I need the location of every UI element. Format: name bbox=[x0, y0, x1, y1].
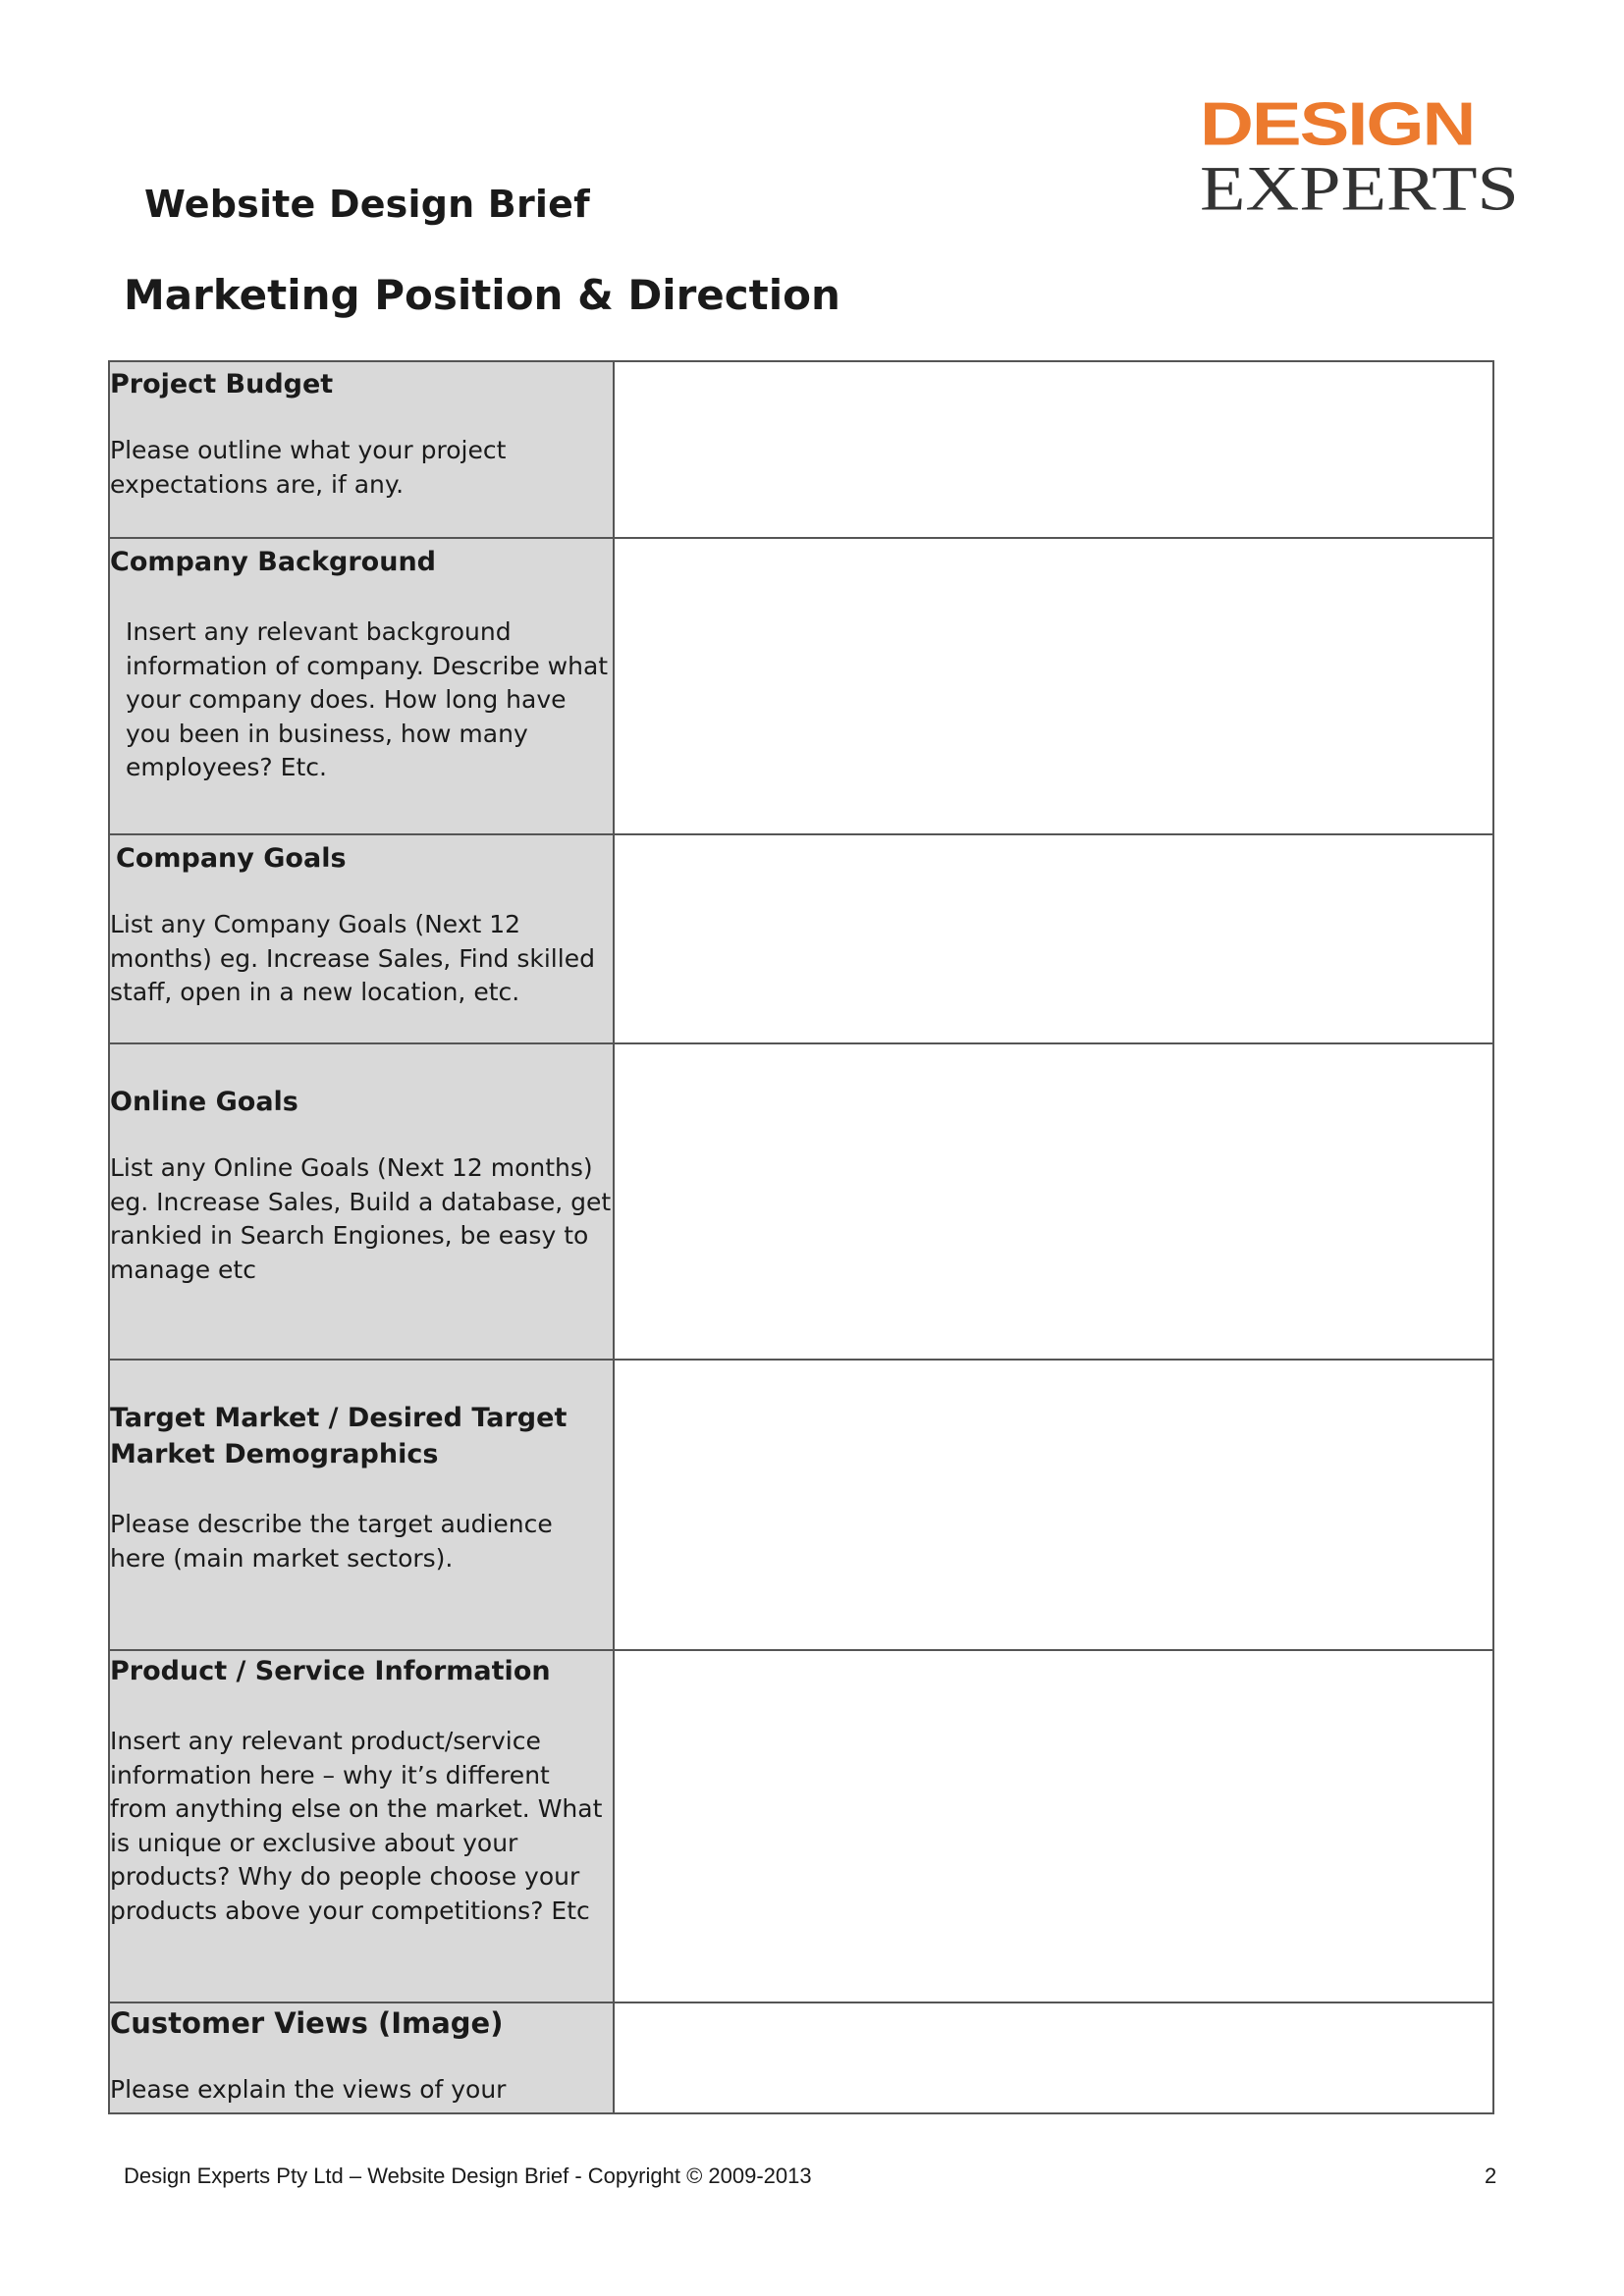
row-heading-target-market: Target Market / Desired Target Market Demographics bbox=[110, 1403, 568, 1469]
row-label-cell bbox=[109, 1650, 614, 2002]
section-title: Marketing Position & Direction bbox=[124, 271, 840, 319]
table-row bbox=[109, 538, 1493, 834]
row-heading-company-goals: Company Goals bbox=[116, 843, 347, 874]
row-heading-product-service: Product / Service Information bbox=[110, 1656, 551, 1686]
answer-field-online-goals[interactable] bbox=[614, 1043, 1493, 1360]
table-row bbox=[109, 2002, 1493, 2113]
row-heading-project-budget: Project Budget bbox=[110, 369, 334, 400]
row-heading-online-goals: Online Goals bbox=[110, 1087, 298, 1117]
table-row bbox=[109, 1650, 1493, 2002]
table-row bbox=[109, 834, 1493, 1043]
design-experts-logo bbox=[1200, 89, 1519, 232]
answer-field-company-background[interactable] bbox=[614, 538, 1493, 834]
page-number: 2 bbox=[1485, 2163, 1497, 2188]
row-description: List any Company Goals (Next 12 months) eg. Increase Sales, Find skilled staff, open in a new location, etc. bbox=[110, 910, 595, 1006]
row-label-cell bbox=[109, 361, 614, 538]
table-row bbox=[109, 1360, 1493, 1650]
row-description: Please explain the views of your bbox=[110, 2075, 507, 2104]
row-description: List any Online Goals (Next 12 months) eg. Increase Sales, Build a database, get rankied in Search Engiones, be easy to manage etc bbox=[110, 1153, 612, 1284]
logo-word-experts: EXPERTS bbox=[1200, 153, 1519, 224]
brief-form-table bbox=[108, 360, 1494, 2114]
row-description: Please describe the target audience here (main market sectors). bbox=[110, 1510, 553, 1573]
row-heading-customer-views: Customer Views (Image) bbox=[110, 2006, 504, 2040]
table-row bbox=[109, 361, 1493, 538]
row-label-cell bbox=[109, 2002, 614, 2113]
row-label-cell bbox=[109, 1043, 614, 1360]
row-label-cell bbox=[109, 1360, 614, 1650]
footer-copyright: Design Experts Pty Ltd – Website Design Brief - Copyright © 2009-2013 bbox=[124, 2163, 812, 2188]
row-description: Insert any relevant background information of company. Describe what your company does. How long have you been in business, how many employees? Etc. bbox=[126, 617, 609, 781]
row-label-cell bbox=[109, 538, 614, 834]
row-description: Please outline what your project expectations are, if any. bbox=[110, 436, 507, 499]
logo-word-design: DESIGN bbox=[1200, 89, 1475, 159]
answer-field-company-goals[interactable] bbox=[614, 834, 1493, 1043]
row-heading-company-background: Company Background bbox=[110, 547, 436, 577]
answer-field-target-market[interactable] bbox=[614, 1360, 1493, 1650]
row-description: Insert any relevant product/service information here – why it’s different from anything else on the market. What is unique or exclusive about your products? Why do people choose your products above your competitions? Etc bbox=[110, 1727, 603, 1925]
document-title: Website Design Brief bbox=[144, 183, 590, 226]
answer-field-customer-views[interactable] bbox=[614, 2002, 1493, 2113]
answer-field-product-service[interactable] bbox=[614, 1650, 1493, 2002]
answer-field-project-budget[interactable] bbox=[614, 361, 1493, 538]
table-row bbox=[109, 1043, 1493, 1360]
row-label-cell bbox=[109, 834, 614, 1043]
